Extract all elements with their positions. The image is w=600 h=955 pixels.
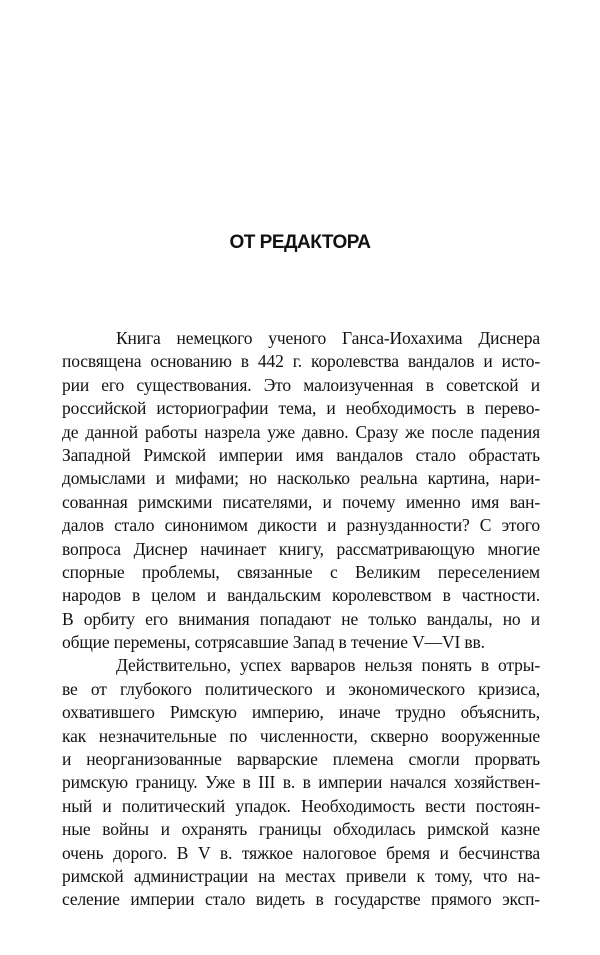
text-line: Книга немецкого ученого Ганса-Иохахима Диснера bbox=[116, 328, 540, 348]
text-line: ный и политический упадок. Необходимость вести постоян- bbox=[62, 795, 540, 816]
text-line: как незначительные по численности, скверно вооруженные bbox=[62, 725, 540, 746]
text-line: домыслами и мифами; но насколько реальна картина, нари- bbox=[62, 468, 540, 489]
text-line: посвящена основанию в 442 г. королевства вандалов и исто- bbox=[62, 351, 540, 372]
text-line: ве от глубокого политического и экономического кризиса, bbox=[62, 678, 540, 699]
page-heading: ОТ РЕДАКТОРА bbox=[229, 232, 371, 253]
text-line: вопроса Диснер начинает книгу, рассматривающую многие bbox=[62, 538, 540, 559]
text-line: рии его существования. Это малоизученная в советской и bbox=[62, 374, 540, 395]
text-line: сованная римскими писателями, и почему именно имя ван- bbox=[62, 491, 540, 512]
text-line: Действительно, успех варваров нельзя понять в отры- bbox=[116, 655, 540, 676]
text-line: общие перемены, сотрясавшие Запад в течение V—VI вв. bbox=[62, 632, 485, 653]
text-line: очень дорого. В V в. тяжкое налоговое бремя и бесчинства bbox=[62, 842, 540, 863]
text-line: Западной Римской империи имя вандалов стало обрастать bbox=[62, 444, 540, 465]
paragraph-1 bbox=[62, 327, 540, 654]
text-line: римской администрации на местах привели к тому, что на- bbox=[62, 865, 540, 886]
body-text bbox=[62, 327, 540, 912]
text-line: В орбиту его внимания попадают не только вандалы, но и bbox=[62, 608, 540, 629]
text-line: селение империи стало видеть в государстве прямого эксп- bbox=[62, 889, 540, 910]
text-line: де данной работы назрела уже давно. Сразу же после падения bbox=[62, 421, 540, 442]
text-line: и неорганизованные варварские племена смогли прорвать bbox=[62, 749, 540, 770]
text-line: ные войны и охранять границы обходилась римской казне bbox=[62, 819, 540, 840]
text-line: спорные проблемы, связанные с Великим переселением bbox=[62, 561, 540, 582]
text-line: охватившего Римскую империю, иначе трудно объяснить, bbox=[62, 702, 540, 723]
text-line: народов в целом и вандальским королевством в частности. bbox=[62, 585, 540, 606]
text-line: римскую границу. Уже в III в. в империи начался хозяйствен- bbox=[62, 772, 540, 793]
text-line: российской историографии тема, и необходимость в перево- bbox=[62, 398, 540, 419]
text-line: далов стало синонимом дикости и разнузданности? С этого bbox=[62, 515, 540, 536]
paragraph-2 bbox=[62, 654, 540, 911]
